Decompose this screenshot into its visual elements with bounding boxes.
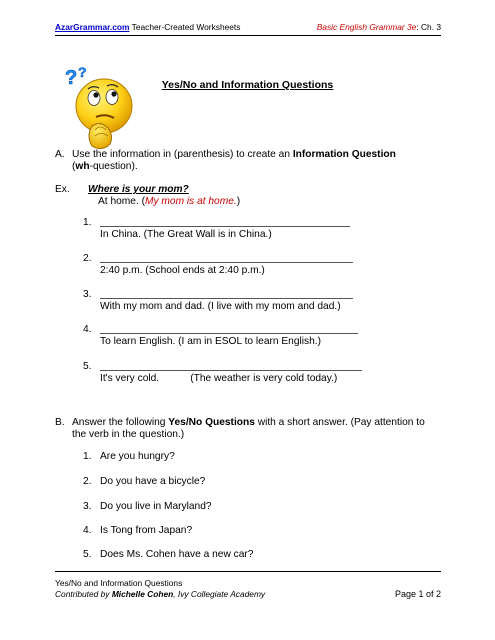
example-answer: At home. (My mom is at home.) bbox=[98, 196, 241, 207]
example-label: Ex. bbox=[55, 184, 70, 195]
example-question: Where is your mom? bbox=[88, 184, 189, 195]
header-rule bbox=[55, 35, 441, 36]
item-number: 1. bbox=[83, 217, 92, 228]
book-title: Basic English Grammar 3e bbox=[316, 22, 417, 32]
yes-no-question: Do you live in Maryland? bbox=[100, 501, 212, 512]
item-number: 2. bbox=[83, 476, 92, 487]
item-number: 2. bbox=[83, 253, 92, 264]
header-book bbox=[317, 22, 441, 32]
item-answer: In China. (The Great Wall is in China.) bbox=[100, 229, 272, 240]
item-answer: It's very cold. (The weather is very cold today.) bbox=[100, 373, 338, 384]
footer-contributor: Contributed by Michelle Cohen, Ivy Collegiate Academy bbox=[55, 589, 266, 599]
footer-title: Yes/No and Information Questions bbox=[55, 578, 183, 588]
section-a-instruction: Use the information in (parenthesis) to create an Information Question bbox=[72, 149, 396, 160]
chapter-label: : Ch. 3 bbox=[416, 22, 441, 32]
yes-no-question: Is Tong from Japan? bbox=[100, 525, 193, 536]
section-b-letter: B. bbox=[55, 417, 65, 428]
item-number: 3. bbox=[83, 501, 92, 512]
page-header bbox=[55, 22, 441, 32]
footer-rule bbox=[55, 571, 441, 572]
item-answer: 2:40 p.m. (School ends at 2:40 p.m.) bbox=[100, 265, 265, 276]
page-number: Page 1 of 2 bbox=[394, 589, 441, 599]
item-number: 4. bbox=[83, 525, 92, 536]
section-b-instruction-line2: the verb in the question.) bbox=[72, 429, 185, 440]
section-b-instruction: Answer the following Yes/No Questions with a short answer. (Pay attention to bbox=[72, 417, 425, 428]
svg-text:?: ? bbox=[78, 64, 87, 80]
header-subtitle: Teacher-Created Worksheets bbox=[129, 22, 241, 32]
thinking-smiley-icon bbox=[62, 64, 136, 154]
section-a-letter: A. bbox=[55, 149, 65, 160]
item-number: 3. bbox=[83, 289, 92, 300]
yes-no-question: Are you hungry? bbox=[100, 451, 175, 462]
worksheet-title: Yes/No and Information Questions bbox=[161, 79, 334, 91]
site-link[interactable]: AzarGrammar.com bbox=[55, 22, 130, 32]
item-answer: With my mom and dad. (I live with my mom and dad.) bbox=[100, 301, 341, 312]
svg-text:?: ? bbox=[65, 67, 78, 89]
item-answer: To learn English. (I am in ESOL to learn English.) bbox=[100, 336, 322, 347]
yes-no-question: Do you have a bicycle? bbox=[100, 476, 206, 487]
item-number: 4. bbox=[83, 324, 92, 335]
item-number: 5. bbox=[83, 549, 92, 560]
item-number: 5. bbox=[83, 361, 92, 372]
yes-no-question: Does Ms. Cohen have a new car? bbox=[100, 549, 254, 560]
section-a-instruction-line2: (wh-question). bbox=[72, 161, 138, 172]
item-number: 1. bbox=[83, 451, 92, 462]
